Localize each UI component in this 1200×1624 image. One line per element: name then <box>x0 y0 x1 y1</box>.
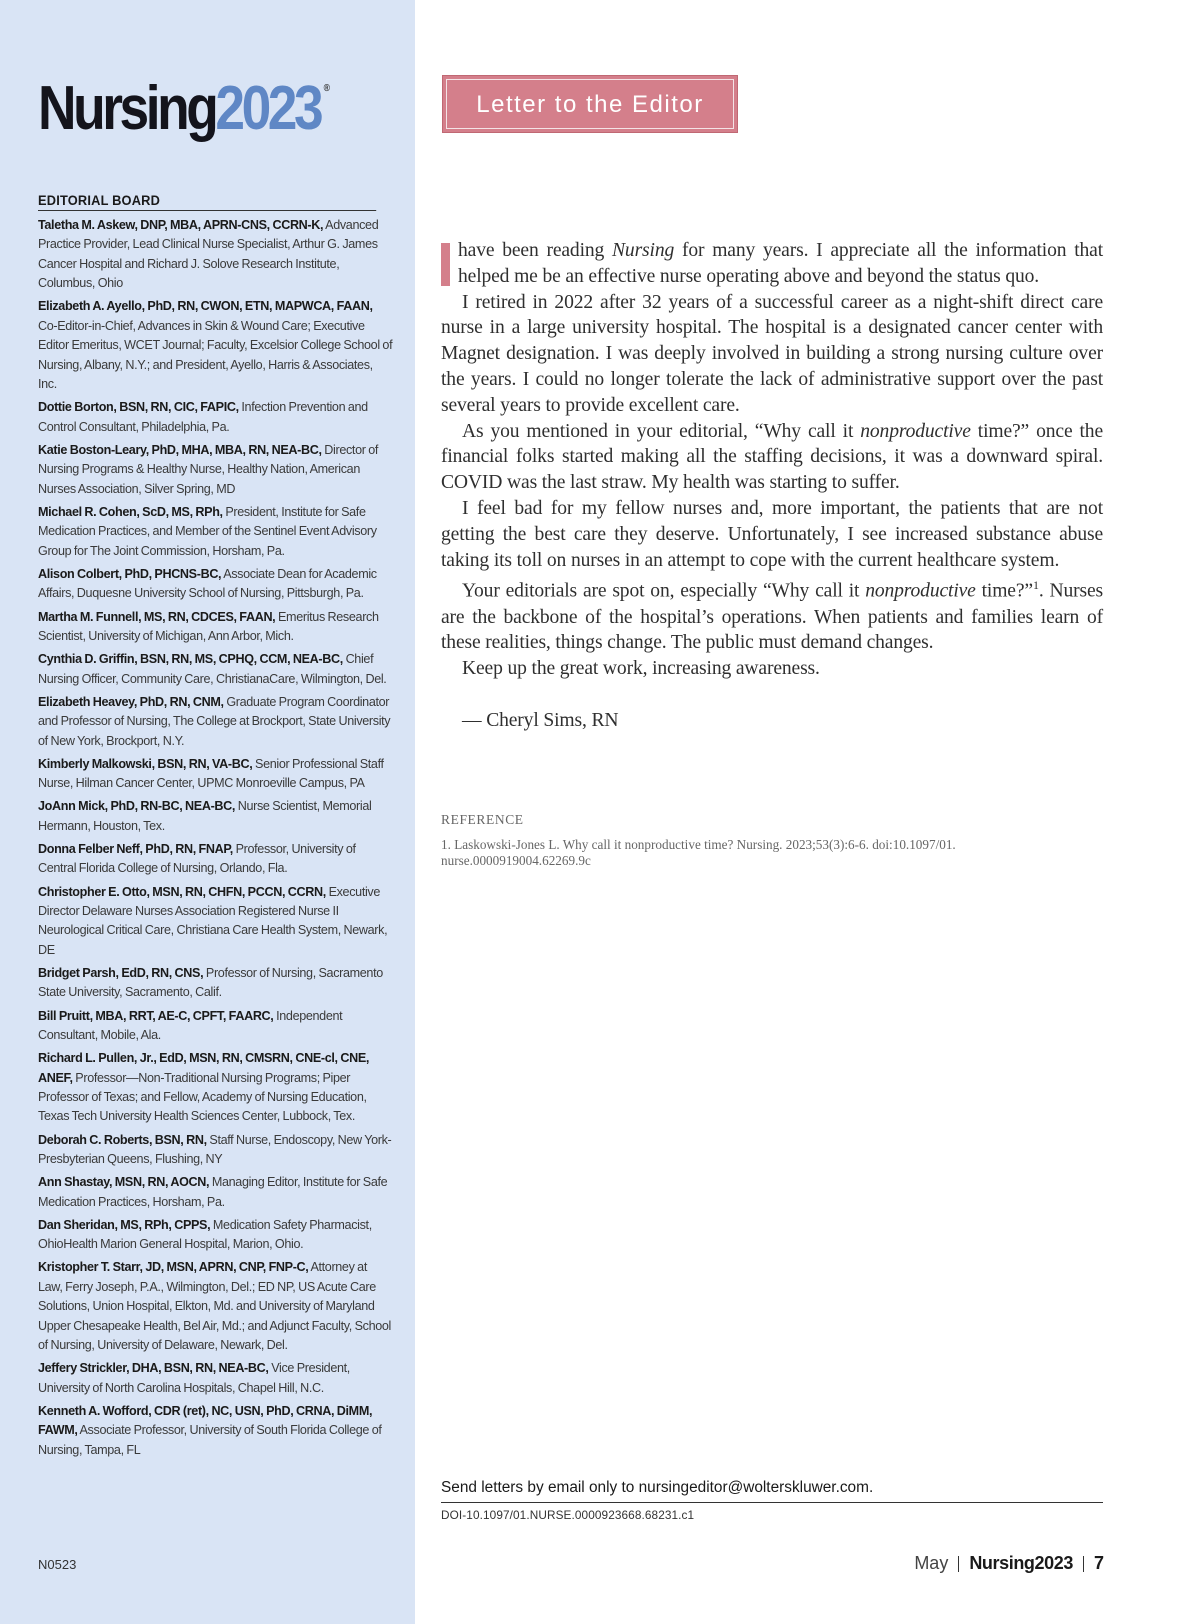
board-member <box>38 964 394 1003</box>
registered-mark: ® <box>323 83 331 94</box>
letter-paragraph: Keep up the great work, increasing awareness. <box>462 658 820 680</box>
page-number: 7 <box>1093 1553 1104 1573</box>
letter-paragraph: have been reading Nursing for many years. I appreciate all the information that helped me be an effective nurse operating above and beyond the status quo. <box>441 238 1103 290</box>
board-member-name: Cynthia D. Griffin, BSN, RN, MS, CPHQ, CCM, NEA-BC, <box>38 652 343 667</box>
board-member-name: Elizabeth Heavey, PhD, RN, CNM, <box>38 694 224 709</box>
board-member-affiliation: Co-Editor-in-Chief, Advances in Skin & Wound Care; Executive Editor Emeritus, WCET Journal; Faculty, Excelsior College School of Nursing, Albany, N.Y.; and President, Ayello, Harris & Associates, Inc. <box>38 318 393 392</box>
board-member-affiliation: Associate Professor, University of South Florida College of Nursing, Tampa, FL <box>38 1423 382 1457</box>
board-member-name: Kimberly Malkowski, BSN, RN, VA-BC, <box>38 756 253 771</box>
editorial-board-heading: EDITORIAL BOARD <box>38 193 376 211</box>
letter-body <box>441 238 1103 734</box>
board-member <box>38 503 394 561</box>
board-member <box>38 797 394 836</box>
board-member <box>38 216 394 294</box>
board-member-name: Martha M. Funnell, MS, RN, CDCES, FAAN, <box>38 609 276 624</box>
board-member-name: Ann Shastay, MSN, RN, AOCN, <box>38 1175 210 1190</box>
board-member-name: Donna Felber Neff, PhD, RN, FNAP, <box>38 841 233 856</box>
issue-code: N0523 <box>38 1557 77 1572</box>
board-member-affiliation: Associate Dean for Academic Affairs, Duquesne University School of Nursing, Pittsburgh, Pa. <box>38 566 377 601</box>
board-member <box>38 1258 394 1355</box>
board-member-name: Alison Colbert, PhD, PHCNS-BC, <box>38 566 222 581</box>
board-member-affiliation: Professor, University of Central Florida College of Nursing, Orlando, Fla. <box>38 841 356 876</box>
board-member-affiliation: Advanced Practice Provider, Lead Clinical Nurse Specialist, Arthur G. James Cancer Hospital and Richard J. Solove Research Institute, Columbus, Ohio <box>38 218 379 291</box>
board-member-name: Kenneth A. Wofford, CDR (ret), NC, USN, PhD, CRNA, DiMM, FAWM, <box>38 1403 373 1438</box>
board-member-name: Jeffery Strickler, DHA, BSN, RN, NEA-BC, <box>38 1361 269 1376</box>
footer-divider <box>1083 1556 1084 1572</box>
board-member-name: Michael R. Cohen, ScD, MS, RPh, <box>38 504 223 519</box>
board-member <box>38 565 394 604</box>
board-member-name: Kristopher T. Starr, JD, MSN, APRN, CNP, FNP-C, <box>38 1260 309 1275</box>
board-member-affiliation: Senior Professional Staff Nurse, Hilman Cancer Center, UPMC Monroeville Campus, PA <box>38 756 384 791</box>
board-member <box>38 1359 394 1398</box>
footer-magazine: Nursing2023 <box>969 1553 1073 1573</box>
board-member <box>38 1402 394 1460</box>
board-member-name: Bridget Parsh, EdD, RN, CNS, <box>38 965 204 980</box>
editorial-sidebar <box>0 0 415 1624</box>
board-member-affiliation: Managing Editor, Institute for Safe Medication Practices, Horsham, Pa. <box>38 1175 388 1209</box>
letter-signature: — Cheryl Sims, RN <box>462 710 619 732</box>
board-member-affiliation: Professor—Non-Traditional Nursing Programs; Piper Professor of Texas; and Fellow, Academy of Nursing Education, Texas Tech University Health Sciences Center, Lubbock, Tex. <box>38 1070 367 1124</box>
board-member-name: Bill Pruitt, MBA, RRT, AE-C, CPFT, FAARC, <box>38 1008 274 1023</box>
board-member-affiliation: Vice President, University of North Carolina Hospitals, Chapel Hill, N.C. <box>38 1361 350 1395</box>
masthead-logo <box>38 74 331 143</box>
section-banner: Letter to the Editor <box>442 75 738 133</box>
board-member <box>38 693 394 751</box>
logo-year: 2023 <box>215 74 321 143</box>
board-member-affiliation: Infection Prevention and Control Consultant, Philadelphia, Pa. <box>38 400 368 434</box>
board-member <box>38 883 394 961</box>
board-member-affiliation: Medication Safety Pharmacist, OhioHealth Marion General Hospital, Marion, Ohio. <box>38 1217 372 1252</box>
board-member-name: Richard L. Pullen, Jr., EdD, MSN, RN, CMSRN, CNE-cl, CNE, ANEF, <box>38 1051 370 1085</box>
board-member <box>38 1131 394 1170</box>
board-member <box>38 755 394 794</box>
board-member-affiliation: Graduate Program Coordinator and Professor of Nursing, The College at Brockport, State University of New York, Brockport, N.Y. <box>38 694 391 748</box>
board-member-affiliation: Professor of Nursing, Sacramento State University, Sacramento, Calif. <box>38 965 383 1000</box>
board-member-affiliation: Emeritus Research Scientist, University of Michigan, Ann Arbor, Mich. <box>38 609 379 643</box>
board-member-affiliation: Executive Director Delaware Nurses Association Registered Nurse II Neurological Critical Care, Christiana Care Health System, Newark, DE <box>38 884 388 957</box>
logo-word: Nursing <box>38 74 216 143</box>
board-member-affiliation: Independent Consultant, Mobile, Ala. <box>38 1008 343 1042</box>
board-member <box>38 441 394 499</box>
editorial-board <box>38 193 394 1464</box>
board-member-name: Dan Sheridan, MS, RPh, CPPS, <box>38 1217 211 1232</box>
board-member-affiliation: Attorney at Law, Ferry Joseph, P.A., Wilmington, Del.; ED NP, US Acute Care Solutions, Union Hospital, Elkton, Md. and University of Maryland Upper Chesapeake Health, Bel Air, Md.; and Adjunct Faculty, School of Nursing, University of Delaware, Newark, Del. <box>38 1260 391 1353</box>
drop-cap <box>441 243 450 286</box>
reference-item: 1. Laskowski-Jones L. Why call it nonproductive time? Nursing. 2023;53(3):6-6. doi:10.1097/01. nurse.0000919004.62269.9c <box>441 837 956 868</box>
board-member-affiliation: Staff Nurse, Endoscopy, New York-Presbyterian Queens, Flushing, NY <box>38 1132 392 1167</box>
board-member-name: Deborah C. Roberts, BSN, RN, <box>38 1132 207 1147</box>
board-member <box>38 1173 394 1212</box>
board-member-affiliation: President, Institute for Safe Medication Practices, and Member of the Sentinel Event Advisory Group for The Joint Commission, Horsham, Pa. <box>38 504 377 558</box>
board-member-affiliation: Director of Nursing Programs & Healthy Nurse, Healthy Nation, American Nurses Association, Silver Spring, MD <box>38 442 379 496</box>
board-member <box>38 650 394 689</box>
page-footer <box>914 1553 1104 1574</box>
board-member <box>38 608 394 647</box>
submission-note: Send letters by email only to nursingeditor@wolterskluwer.com. <box>441 1479 1103 1503</box>
board-member-name: Dottie Borton, BSN, RN, CIC, FAPIC, <box>38 400 239 415</box>
board-member-affiliation: Nurse Scientist, Memorial Hermann, Houston, Tex. <box>38 799 372 833</box>
board-member <box>38 840 394 879</box>
board-member-name: Elizabeth A. Ayello, PhD, RN, CWON, ETN, MAPWCA, FAAN, <box>38 299 373 314</box>
letter-paragraph: I retired in 2022 after 32 years of a successful career as a night-shift direct care nurse in a large university hospital. The hospital is a designated cancer center with Magnet designation. I was deeply involved in building a strong nursing culture over the years. I could no longer tolerate the lack of administrative support over the past several years to provide excellent care. <box>441 291 1103 416</box>
editorial-board-list <box>38 216 394 1460</box>
reference-heading: REFERENCE <box>441 812 524 827</box>
citation-marker: 1 <box>1032 578 1039 593</box>
doi-line: DOI-10.1097/01.NURSE.0000923668.68231.c1 <box>441 1508 695 1522</box>
board-member <box>38 1049 394 1127</box>
letter-paragraph: Your editorials are spot on, especially “Why call it nonproductive time?”$^1$. Nurses are the backbone of the hospital’s operations. When patients and families learn of these realities, things change. The public must demand changes. <box>441 578 1103 654</box>
letter-paragraph: I feel bad for my fellow nurses and, more important, the patients that are not getting the best care they deserve. Unfortunately, I see increased substance abuse taking its toll on nurses in an attempt to cope with the current healthcare system. <box>441 497 1103 571</box>
board-member <box>38 297 394 394</box>
board-member-name: Christopher E. Otto, MSN, RN, CHFN, PCCN, CCRN, <box>38 884 326 899</box>
board-member <box>38 1216 394 1255</box>
letter-paragraph: As you mentioned in your editorial, “Why call it nonproductive time?” once the financial folks started making all the staffing decisions, it was a downward spiral. COVID was the last straw. My health was starting to suffer. <box>441 420 1103 494</box>
board-member-affiliation: Chief Nursing Officer, Community Care, ChristianaCare, Wilmington, Del. <box>38 652 387 686</box>
board-member <box>38 398 394 437</box>
board-member-name: Taletha M. Askew, DNP, MBA, APRN-CNS, CCRN-K, <box>38 218 324 232</box>
board-member-name: JoAnn Mick, PhD, RN-BC, NEA-BC, <box>38 799 236 814</box>
board-member-name: Katie Boston-Leary, PhD, MHA, MBA, RN, NEA-BC, <box>38 442 322 457</box>
footer-divider <box>958 1556 959 1572</box>
footer-month: May <box>914 1553 949 1573</box>
board-member <box>38 1007 394 1046</box>
